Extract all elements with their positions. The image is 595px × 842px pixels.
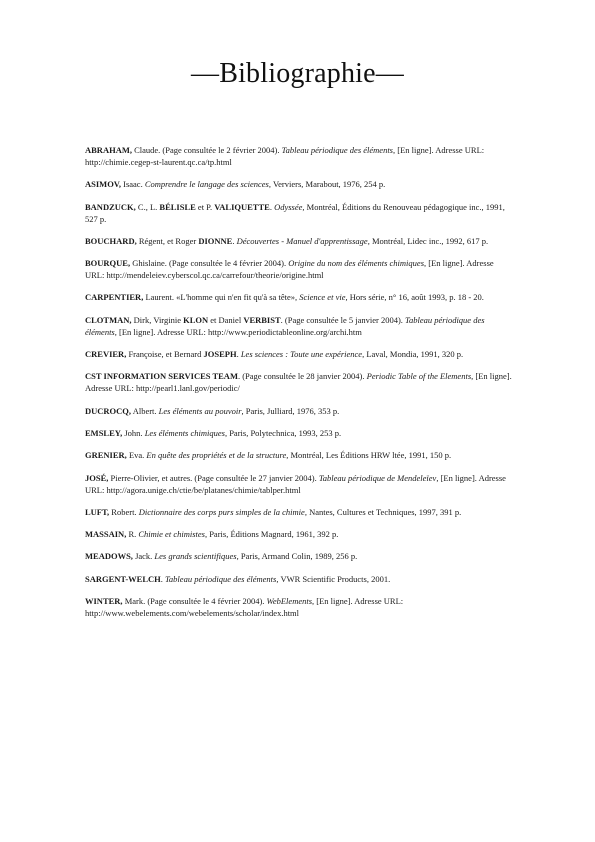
citation-text: , Montréal, Éditions du Renouveau pédagogique inc., 1991, 527 p. bbox=[85, 201, 505, 224]
work-title: Découvertes - Manuel d'apprentissage bbox=[236, 235, 368, 246]
bibliography-entry bbox=[85, 144, 515, 168]
citation-text: . bbox=[236, 349, 241, 360]
work-title: Les sciences : Toute une expérience bbox=[240, 349, 363, 360]
citation-text: Claude. (Page consultée le 2 février 2004). bbox=[131, 145, 282, 155]
work-title: WebElements bbox=[266, 596, 313, 607]
author-name: ABRAHAM, bbox=[85, 145, 132, 155]
citation-text: , VWR Scientific Products, 2001. bbox=[276, 573, 391, 584]
bibliography-entry bbox=[85, 348, 515, 360]
bibliography-entry bbox=[85, 370, 515, 394]
citation-text: Eva. bbox=[126, 450, 147, 461]
citation-text: , Paris, Armand Colin, 1989, 256 p. bbox=[236, 551, 358, 562]
citation-text: . (Page consultée le 5 janvier 2004). bbox=[280, 314, 406, 325]
author-name: MASSAIN, bbox=[85, 529, 127, 540]
bibliography-entry bbox=[85, 472, 515, 496]
work-title: Comprendre le langage des sciences bbox=[144, 179, 269, 190]
citation-text: et Daniel bbox=[208, 314, 244, 325]
citation-text: , [En ligne]. Adresse URL: http://pearl1.lanl.gov/periodic/ bbox=[85, 371, 512, 394]
citation-text: . bbox=[160, 573, 165, 584]
work-title: Tableau périodique des éléments bbox=[281, 145, 393, 155]
citation-text: Mark. (Page consultée le 4 février 2004). bbox=[122, 596, 267, 607]
citation-text: Régent, et Roger bbox=[136, 235, 199, 246]
citation-text: Albert. bbox=[131, 405, 159, 416]
author-name: JOSÉ, bbox=[85, 472, 109, 483]
author-name: CLOTMAN, bbox=[85, 314, 132, 325]
bibliography-list bbox=[85, 144, 515, 629]
author-name: BÉLISLE bbox=[159, 201, 196, 212]
work-title: Les éléments au pouvoir bbox=[158, 405, 242, 416]
citation-text: . bbox=[269, 201, 275, 212]
author-name: EMSLEY, bbox=[85, 427, 123, 438]
author-name: CREVIER, bbox=[85, 349, 127, 360]
citation-text: , [En ligne]. Adresse URL: http://www.webelements.com/webelements/scholar/index.html bbox=[85, 596, 404, 619]
author-name: CARPENTIER, bbox=[85, 292, 144, 303]
citation-text: , [En ligne]. Adresse URL: http://www.periodictableonline.org/archi.htm bbox=[114, 326, 362, 337]
work-title: Tableau périodique des éléments bbox=[85, 314, 485, 337]
work-title: Les éléments chimiques bbox=[144, 427, 225, 438]
citation-text: C., L. bbox=[135, 201, 160, 212]
author-name: MEADOWS, bbox=[85, 551, 133, 562]
bibliography-entry bbox=[85, 506, 515, 518]
citation-text: et P. bbox=[195, 201, 215, 212]
bibliography-entry bbox=[85, 595, 515, 619]
author-name: BOURQUE, bbox=[85, 258, 131, 269]
citation-text: , Paris, Éditions Magnard, 1961, 392 p. bbox=[204, 529, 339, 540]
page-title: —Bibliographie— bbox=[191, 58, 404, 89]
citation-text: . bbox=[232, 235, 237, 246]
work-title: Origine du nom des éléments chimiques bbox=[288, 258, 425, 269]
citation-text: , Laval, Mondia, 1991, 320 p. bbox=[362, 349, 464, 360]
author-name: ASIMOV, bbox=[85, 179, 121, 190]
bibliography-entry bbox=[85, 201, 515, 225]
bibliography-entry bbox=[85, 291, 515, 303]
bibliography-entry bbox=[85, 528, 515, 540]
citation-text: , Montréal, Les Éditions HRW ltée, 1991, 150 p. bbox=[286, 450, 452, 461]
citation-text: , Verviers, Marabout, 1976, 254 p. bbox=[268, 179, 386, 190]
citation-text: , [En ligne]. Adresse URL: http://chimie.cegep-st-laurent.qc.ca/tp.html bbox=[85, 145, 485, 167]
work-title: En quête des propriétés et de la structure bbox=[146, 450, 287, 461]
citation-text: Françoise, et Bernard bbox=[126, 349, 204, 360]
citation-text: , [En ligne]. Adresse URL: http://agora.unige.ch/ctie/be/platanes/chimie/tablper.html bbox=[85, 472, 506, 495]
citation-text: R. bbox=[126, 529, 139, 540]
author-name: CST INFORMATION SERVICES TEAM bbox=[85, 371, 238, 382]
citation-text: Dirk, Virginie bbox=[131, 314, 184, 325]
citation-text: John. bbox=[122, 427, 145, 438]
author-name: GRENIER, bbox=[85, 450, 127, 461]
work-title: Chimie et chimistes bbox=[138, 529, 205, 540]
citation-text: Isaac. bbox=[120, 179, 145, 190]
work-title: Tableau périodique des éléments bbox=[164, 573, 277, 584]
author-name: JOSEPH bbox=[203, 349, 237, 360]
author-name: VERBIST bbox=[243, 314, 281, 325]
citation-text: , Nantes, Cultures et Techniques, 1997, 391 p. bbox=[304, 506, 462, 517]
work-title: Odyssée bbox=[274, 201, 303, 212]
author-name: DUCROCQ, bbox=[85, 405, 132, 416]
bibliography-entry bbox=[85, 449, 515, 461]
author-name: BANDZUCK, bbox=[85, 201, 136, 212]
work-title: Les grands scientifiques bbox=[154, 551, 237, 562]
author-name: SARGENT-WELCH bbox=[85, 573, 161, 584]
author-name: LUFT, bbox=[85, 506, 110, 517]
author-name: KLON bbox=[183, 314, 209, 325]
bibliography-entry bbox=[85, 257, 515, 281]
work-title: Science et vie bbox=[299, 292, 346, 303]
bibliography-entry bbox=[85, 314, 515, 338]
author-name: BOUCHARD, bbox=[85, 235, 137, 246]
work-title: Dictionnaire des corps purs simples de la chimie bbox=[138, 506, 305, 517]
bibliography-entry bbox=[85, 573, 515, 585]
bibliography-entry bbox=[85, 178, 515, 190]
citation-text: Ghislaine. (Page consultée le 4 février 2004). bbox=[130, 258, 289, 269]
citation-text: Jack. bbox=[132, 551, 155, 562]
citation-text: , Paris, Julliard, 1976, 353 p. bbox=[241, 405, 340, 416]
citation-text: Laurent. «L'homme qui n'en fit qu'à sa tête», bbox=[143, 292, 300, 303]
citation-text: , Montréal, Lidec inc., 1992, 617 p. bbox=[367, 235, 489, 246]
author-name: VALIQUETTE bbox=[214, 201, 270, 212]
author-name: DIONNE bbox=[198, 235, 233, 246]
citation-text: . (Page consultée le 28 janvier 2004). bbox=[237, 371, 367, 382]
citation-text: , [En ligne]. Adresse URL: http://mendeleiev.cyberscol.qc.ca/carrefour/theorie/origine.html bbox=[85, 258, 494, 281]
work-title: Periodic Table of the Elements bbox=[366, 371, 472, 382]
author-name: WINTER, bbox=[85, 596, 123, 607]
bibliography-entry bbox=[85, 405, 515, 417]
citation-text: , Paris, Polytechnica, 1993, 253 p. bbox=[224, 427, 342, 438]
bibliography-entry bbox=[85, 550, 515, 562]
citation-text: , Hors série, n° 16, août 1993, p. 18 - 20. bbox=[345, 292, 484, 303]
citation-text: Pierre-Olivier, et autres. (Page consultée le 27 janvier 2004). bbox=[108, 472, 319, 483]
bibliography-entry bbox=[85, 427, 515, 439]
work-title: Tableau périodique de Mendeleïev bbox=[318, 472, 437, 483]
bibliography-entry bbox=[85, 235, 515, 247]
citation-text: Robert. bbox=[109, 506, 139, 517]
